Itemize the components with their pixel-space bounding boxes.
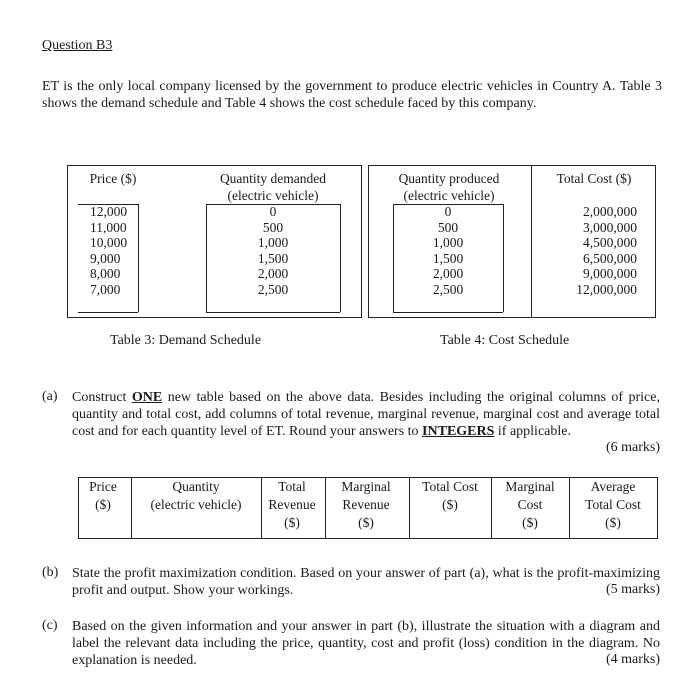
answer-col-line: Marginal [505,479,555,494]
part-a-marks: (6 marks) [605,440,660,455]
t3-col2-left-border [206,204,207,312]
part-a-label: (a) [42,389,58,404]
answer-col-line: Price [89,479,117,494]
t3-price-cell: 7,000 [90,281,121,297]
t3-price-cell: 9,000 [90,250,121,266]
t3-quantity-header-line2: (electric vehicle) [227,188,319,203]
part-a-text [72,389,660,440]
t3-quantity-column [208,204,338,298]
t3-quantity-cell: 1,500 [257,250,289,266]
cost-schedule-table [368,165,656,318]
t3-price-column [90,204,127,298]
answer-col-divider [569,478,570,538]
part-c-marks: (4 marks) [605,652,660,667]
t3-quantity-cell: 2,000 [257,266,289,282]
answer-col-line: Average [590,479,636,494]
answer-col-line: ($) [284,515,300,530]
t3-quantity-cell: 1,000 [257,235,289,251]
answer-col-line: Revenue [268,497,316,512]
t3-price-cell: 8,000 [90,266,121,282]
t4-quantity-cell: 500 [437,219,459,235]
t3-quantity-header [188,170,358,204]
question-intro: ET is the only local company licensed by the government to produce electric vehicles in Country A. Table 3 shows the demand schedule and Table 4 shows the cost schedule faced by this company. [42,79,662,111]
t3-quantity-cell: 500 [262,219,284,235]
answer-col-line: ($) [522,515,538,530]
t4-quantity-header-line1: Quantity produced [398,171,500,186]
answer-col-line: Total Cost [585,497,641,512]
answer-col-divider [409,478,410,538]
part-b-label: (b) [42,565,59,580]
t3-quantity-cell: 0 [269,204,277,219]
part-b-marks: (5 marks) [605,582,660,597]
t4-total-cost-cell: 2,000,000 [583,204,637,219]
answer-col-average-total-cost [571,478,655,532]
t4-quantity-cell: 0 [444,204,452,219]
t4-total-cost-cell: 3,000,000 [583,219,637,235]
table3-caption: Table 3: Demand Schedule [110,333,262,348]
part-a-emphasis-integers: INTEGERS [422,424,495,439]
t3-price-header: Price ($) [89,171,137,186]
part-a-text-mid: new table based on the above data. Besides including the original columns of price, quantity and total cost, add columns of total revenue, marginal revenue, marginal cost and average total cost and for each quantity level of ET. Round your answers to [72,390,661,439]
t4-bottom-left [393,312,503,313]
answer-col-line: Total [278,479,306,494]
part-a-text-post: if applicable. [494,424,571,439]
t4-quantity-header [379,170,519,204]
table4-caption: Table 4: Cost Schedule [440,333,570,348]
t3-price-cell: 12,000 [90,204,128,219]
t4-col1-right-border [503,204,504,312]
answer-col-total-revenue [261,478,323,532]
t3-quantity-header-line1: Quantity demanded [219,171,327,186]
part-c-text: Based on the given information and your answer in part (b), illustrate the situation with a diagram and label the relevant data including the price, quantity, cost and profit (loss) condition in the diagram. No explanation is needed. [72,619,660,668]
part-b-text: State the profit maximization condition. Based on your answer of part (a), what is the profit-maximizing profit and output. Show your workings. [72,566,660,598]
t4-quantity-cell: 1,000 [432,235,464,251]
t4-total-cost-cell: 6,500,000 [583,250,637,266]
answer-col-price [79,478,127,514]
answer-col-line: Cost [517,497,543,512]
answer-col-line: ($) [442,497,458,512]
t4-quantity-cell: 2,500 [432,281,464,297]
t3-col1-right-border [138,204,139,312]
question-heading: Question B3 [42,38,113,53]
answer-col-marginal-revenue [327,478,405,532]
answer-col-divider [325,478,326,538]
answer-col-quantity [132,478,260,514]
t3-col2-right-border [340,204,341,312]
answer-col-line: ($) [95,497,111,512]
t3-bottom-left [78,312,138,313]
t4-quantity-cell: 1,500 [432,250,464,266]
answer-col-line: Revenue [342,497,390,512]
part-c-label: (c) [42,618,58,633]
t4-quantity-header-line2: (electric vehicle) [403,188,495,203]
t4-center-border [531,166,532,317]
answer-col-line: ($) [605,515,621,530]
part-a-emphasis-one: ONE [131,390,163,405]
answer-col-line: Marginal [341,479,391,494]
answer-col-total-cost [411,478,489,514]
answer-col-line: Total Cost [422,479,478,494]
answer-table-header [78,477,658,539]
t4-quantity-cell: 2,000 [432,266,464,282]
t3-bottom-right [206,312,340,313]
part-a-text-pre: Construct [72,390,132,405]
t4-total-cost-cell: 4,500,000 [583,235,637,251]
answer-col-line: (electric vehicle) [150,497,242,512]
demand-schedule-table [67,165,362,318]
answer-col-divider [491,478,492,538]
t4-total-cost-cell: 12,000,000 [576,281,637,297]
answer-col-marginal-cost [493,478,567,532]
answer-col-line: Quantity [172,479,220,494]
t4-quantity-column [395,204,501,298]
t3-price-cell: 11,000 [90,219,127,235]
t4-col1-left-border [393,204,394,312]
t4-total-cost-cell: 9,000,000 [583,266,637,282]
t4-total-cost-header: Total Cost ($) [556,171,632,186]
t4-total-cost-column [541,204,637,298]
t3-price-cell: 10,000 [90,235,128,251]
answer-col-line: ($) [358,515,374,530]
t3-quantity-cell: 2,500 [257,281,289,297]
